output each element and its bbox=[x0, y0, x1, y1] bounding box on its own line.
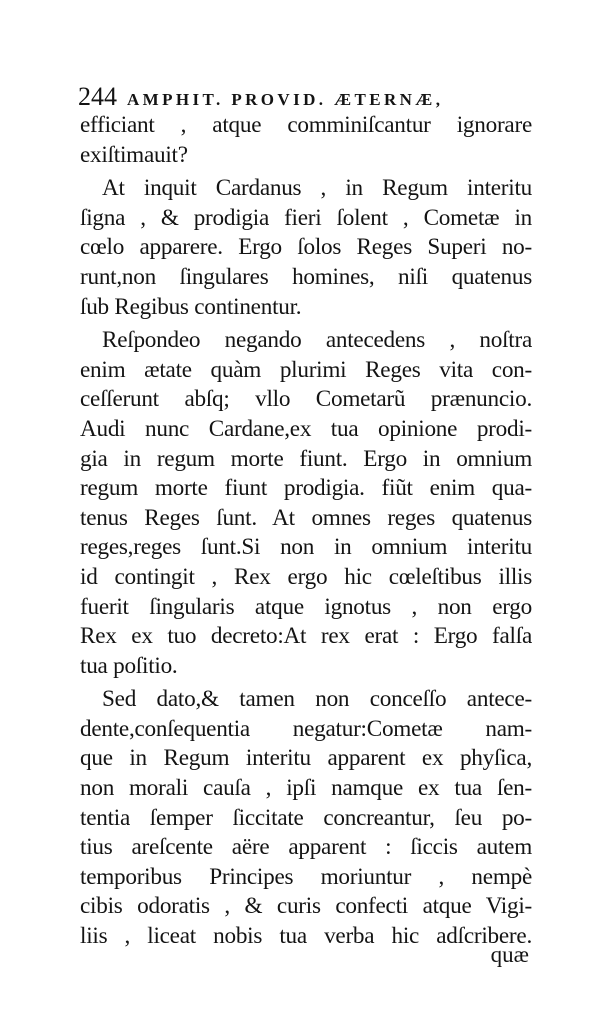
text-line: cœlo apparere. Ergo ſolos Reges Superi no- bbox=[80, 234, 532, 261]
text-line: gia in regum morte fiunt. Ergo in omnium bbox=[80, 445, 532, 472]
text-line: non morali cauſa , ipſi namque ex tua ſen- bbox=[80, 775, 532, 802]
text-line: fuerit ſingularis atque ignotus , non ergo bbox=[80, 593, 532, 620]
catchword: quæ bbox=[490, 942, 529, 967]
text-line: ſub Regibus continentur. bbox=[80, 293, 302, 320]
text-line: runt,non ſingulares homines, niſi quatenus bbox=[80, 263, 532, 290]
text-line: tua poſitio. bbox=[80, 652, 178, 679]
text-line: ceſſerunt abſq; vllo Cometarũ prænuncio. bbox=[80, 386, 532, 413]
paragraph-first-line: At inquit Cardanus , in Regum interitu bbox=[102, 175, 532, 202]
text-line: ſigna , & prodigia fieri ſolent , Cometæ in bbox=[80, 204, 532, 231]
body-text bbox=[80, 111, 532, 952]
page-number: 244 bbox=[78, 82, 117, 111]
text-line: exiſtimauit? bbox=[80, 141, 188, 168]
text-line: tentia ſemper ſiccitate concreantur, ſeu po- bbox=[80, 804, 532, 831]
running-title: AMPHIT. PROVID. ÆTERNÆ, bbox=[127, 90, 444, 109]
text-line: efficiant , atque comminiſcantur ignorare bbox=[80, 112, 532, 138]
text-line: que in Regum interitu apparent ex phyſica, bbox=[80, 745, 532, 772]
text-line: dente,conſequentia negatur:Cometæ nam- bbox=[80, 715, 532, 742]
text-line: tius areſcente aëre apparent : ſiccis autem bbox=[80, 834, 532, 861]
text-line: Rex ex tuo decreto:At rex erat : Ergo falſa bbox=[80, 623, 532, 650]
text-line: regum morte fiunt prodigia. fiũt enim qua- bbox=[80, 475, 532, 502]
text-line: cibis odoratis , & curis confecti atque Vigi- bbox=[80, 893, 532, 920]
text-line: temporibus Principes moriuntur , nempè bbox=[80, 863, 532, 890]
text-line: reges,reges ſunt.Si non in omnium interitu bbox=[80, 534, 532, 561]
paragraph-first-line: Reſpondeo negando antecedens , noſtra bbox=[102, 327, 532, 354]
text-line: id contingit , Rex ergo hic cœleſtibus illis bbox=[80, 563, 532, 590]
text-line: tenus Reges ſunt. At omnes reges quatenus bbox=[80, 504, 532, 531]
paragraph-first-line: Sed dato,& tamen non conceſſo antece- bbox=[102, 686, 532, 713]
text-line: enim ætate quàm plurimi Reges vita con- bbox=[80, 356, 532, 383]
running-head bbox=[78, 82, 528, 112]
text-line: liis , liceat nobis tua verba hic adſcribere. bbox=[80, 923, 532, 950]
text-line: Audi nunc Cardane,ex tua opinione prodi- bbox=[80, 415, 532, 442]
